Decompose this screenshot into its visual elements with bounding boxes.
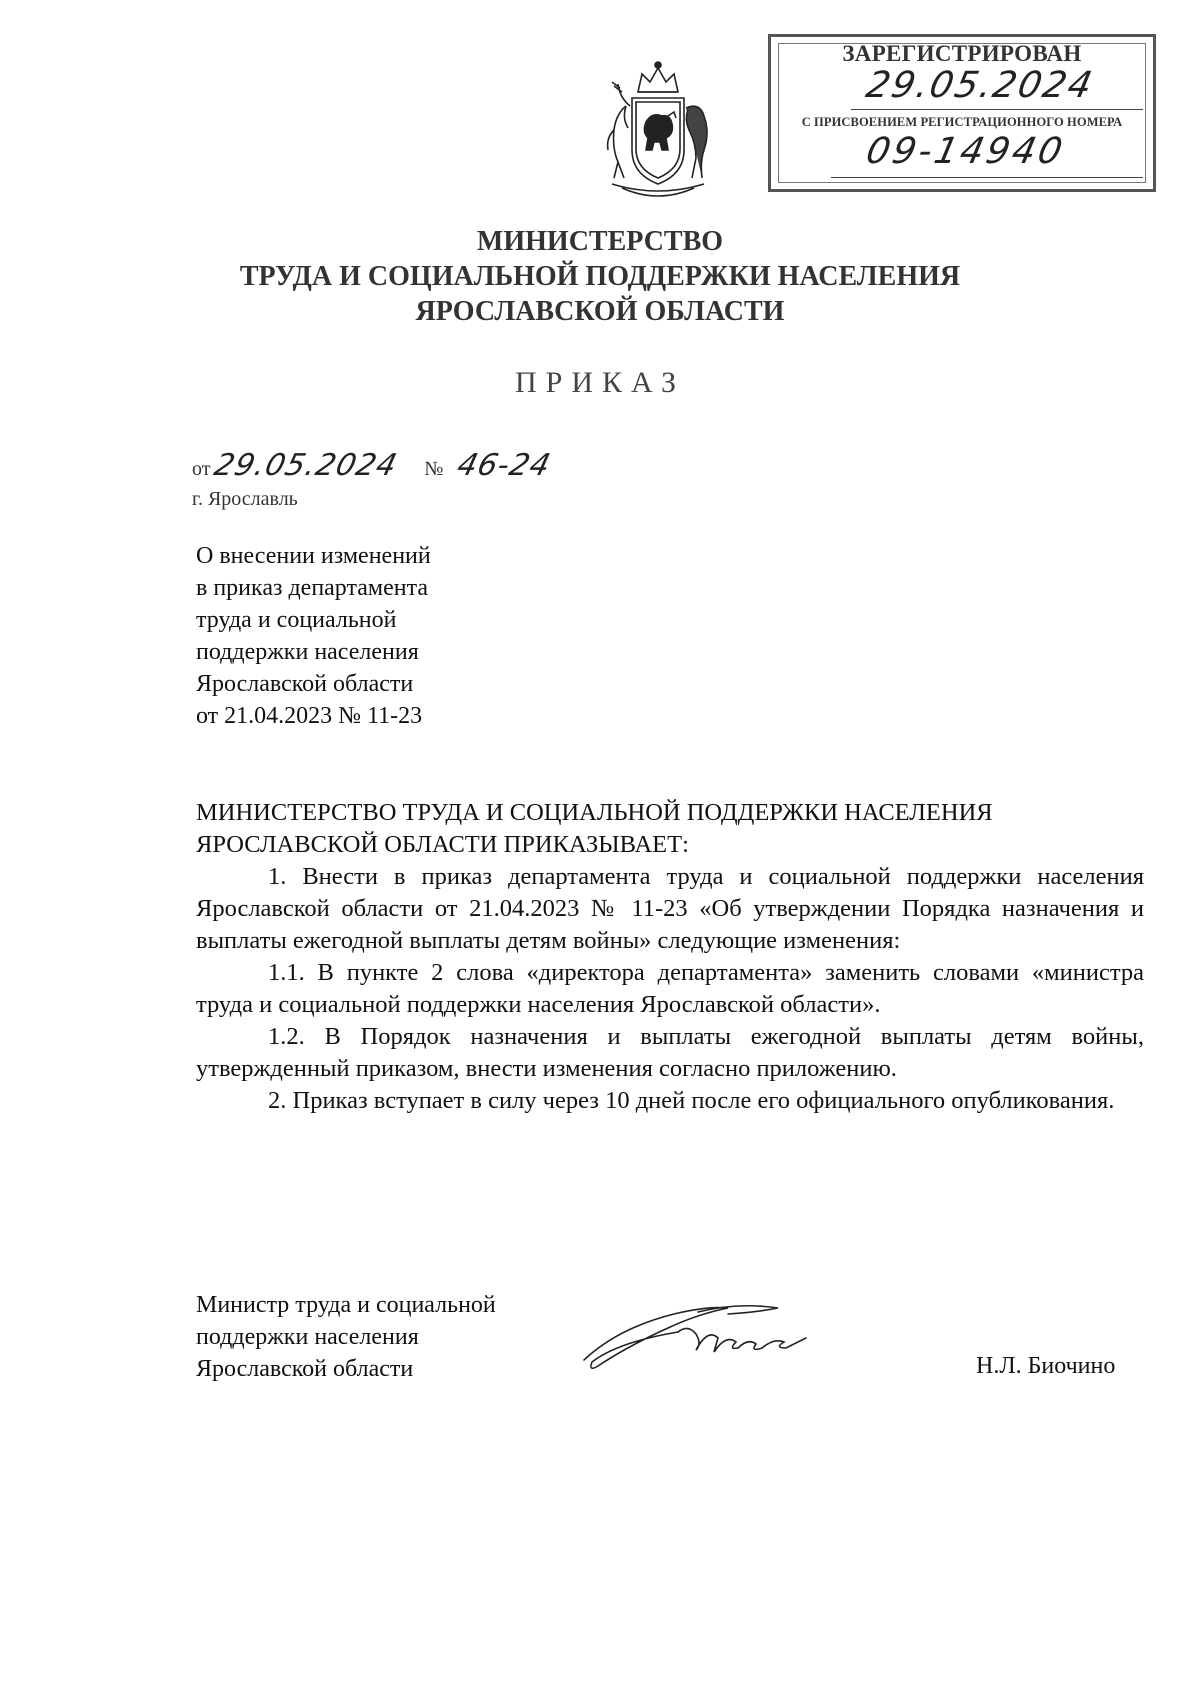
order-number: 46-24 bbox=[453, 448, 555, 483]
handwritten-signature bbox=[578, 1298, 812, 1374]
signatory-position bbox=[196, 1289, 496, 1385]
subject-line: от 21.04.2023 № 11-23 bbox=[196, 703, 423, 729]
stamp-date: 29.05.2024 bbox=[862, 65, 1098, 106]
paragraph-1: 1. Внести в приказ департамента труда и социальной поддержки населения Ярославской области от 21.04.2023 № 11-23 «Об утверждении Порядка назначения и выплаты ежегодной выплаты детям войны» следующие изменения: bbox=[196, 863, 1144, 954]
ministry-heading bbox=[0, 224, 1200, 329]
paragraph-2: 2. Приказ вступает в силу через 10 дней после его официального опубликования. bbox=[268, 1087, 1115, 1114]
registration-stamp bbox=[768, 34, 1156, 192]
position-line: Министр труда и социальной bbox=[196, 1292, 496, 1318]
preamble-line: ЯРОСЛАВСКОЙ ОБЛАСТИ ПРИКАЗЫВАЕТ: bbox=[196, 831, 689, 858]
subject-line: поддержки населения bbox=[196, 639, 419, 665]
stamp-label: С ПРИСВОЕНИЕМ РЕГИСТРАЦИОННОГО НОМЕРА bbox=[801, 115, 1123, 129]
ministry-heading-line: ТРУДА И СОЦИАЛЬНОЙ ПОДДЕРЖКИ НАСЕЛЕНИЯ bbox=[239, 261, 961, 292]
order-body bbox=[196, 797, 1144, 1117]
number-sign: № bbox=[424, 458, 444, 480]
city: г. Ярославль bbox=[192, 488, 298, 510]
document-type: ПРИКАЗ bbox=[515, 366, 685, 399]
order-date-number bbox=[192, 448, 555, 483]
preamble-line: МИНИСТЕРСТВО ТРУДА И СОЦИАЛЬНОЙ ПОДДЕРЖКИ НАСЕЛЕНИЯ bbox=[196, 799, 993, 826]
stamp-divider bbox=[851, 109, 1143, 110]
paragraph-1-1: 1.1. В пункте 2 слова «директора департамента» заменить словами «министра труда и социальной поддержки населения Ярославской области». bbox=[196, 959, 1144, 1018]
ministry-heading-line: МИНИСТЕРСТВО bbox=[476, 226, 724, 257]
order-date: 29.05.2024 bbox=[211, 448, 402, 483]
position-line: поддержки населения bbox=[196, 1324, 419, 1350]
ministry-heading-line: ЯРОСЛАВСКОЙ ОБЛАСТИ bbox=[415, 296, 785, 327]
paragraph-1-2: 1.2. В Порядок назначения и выплаты ежегодной выплаты детям войны, утвержденный приказом, внести изменения согласно приложению. bbox=[196, 1023, 1144, 1082]
subject-line: О внесении изменений bbox=[196, 543, 431, 569]
position-line: Ярославской области bbox=[196, 1356, 414, 1382]
subject-line: Ярославской области bbox=[196, 671, 414, 697]
subject-line: в приказ департамента bbox=[196, 575, 429, 601]
signatory-name: Н.Л. Биочино bbox=[976, 1353, 1116, 1379]
subject-line: труда и социальной bbox=[196, 607, 397, 633]
stamp-underline bbox=[831, 177, 1143, 178]
stamp-number: 09-14940 bbox=[862, 131, 1069, 172]
from-label: от bbox=[192, 458, 211, 480]
order-subject bbox=[196, 540, 431, 732]
stamp-title: ЗАРЕГИСТРИРОВАН bbox=[842, 41, 1082, 66]
coat-of-arms-emblem bbox=[592, 58, 724, 206]
